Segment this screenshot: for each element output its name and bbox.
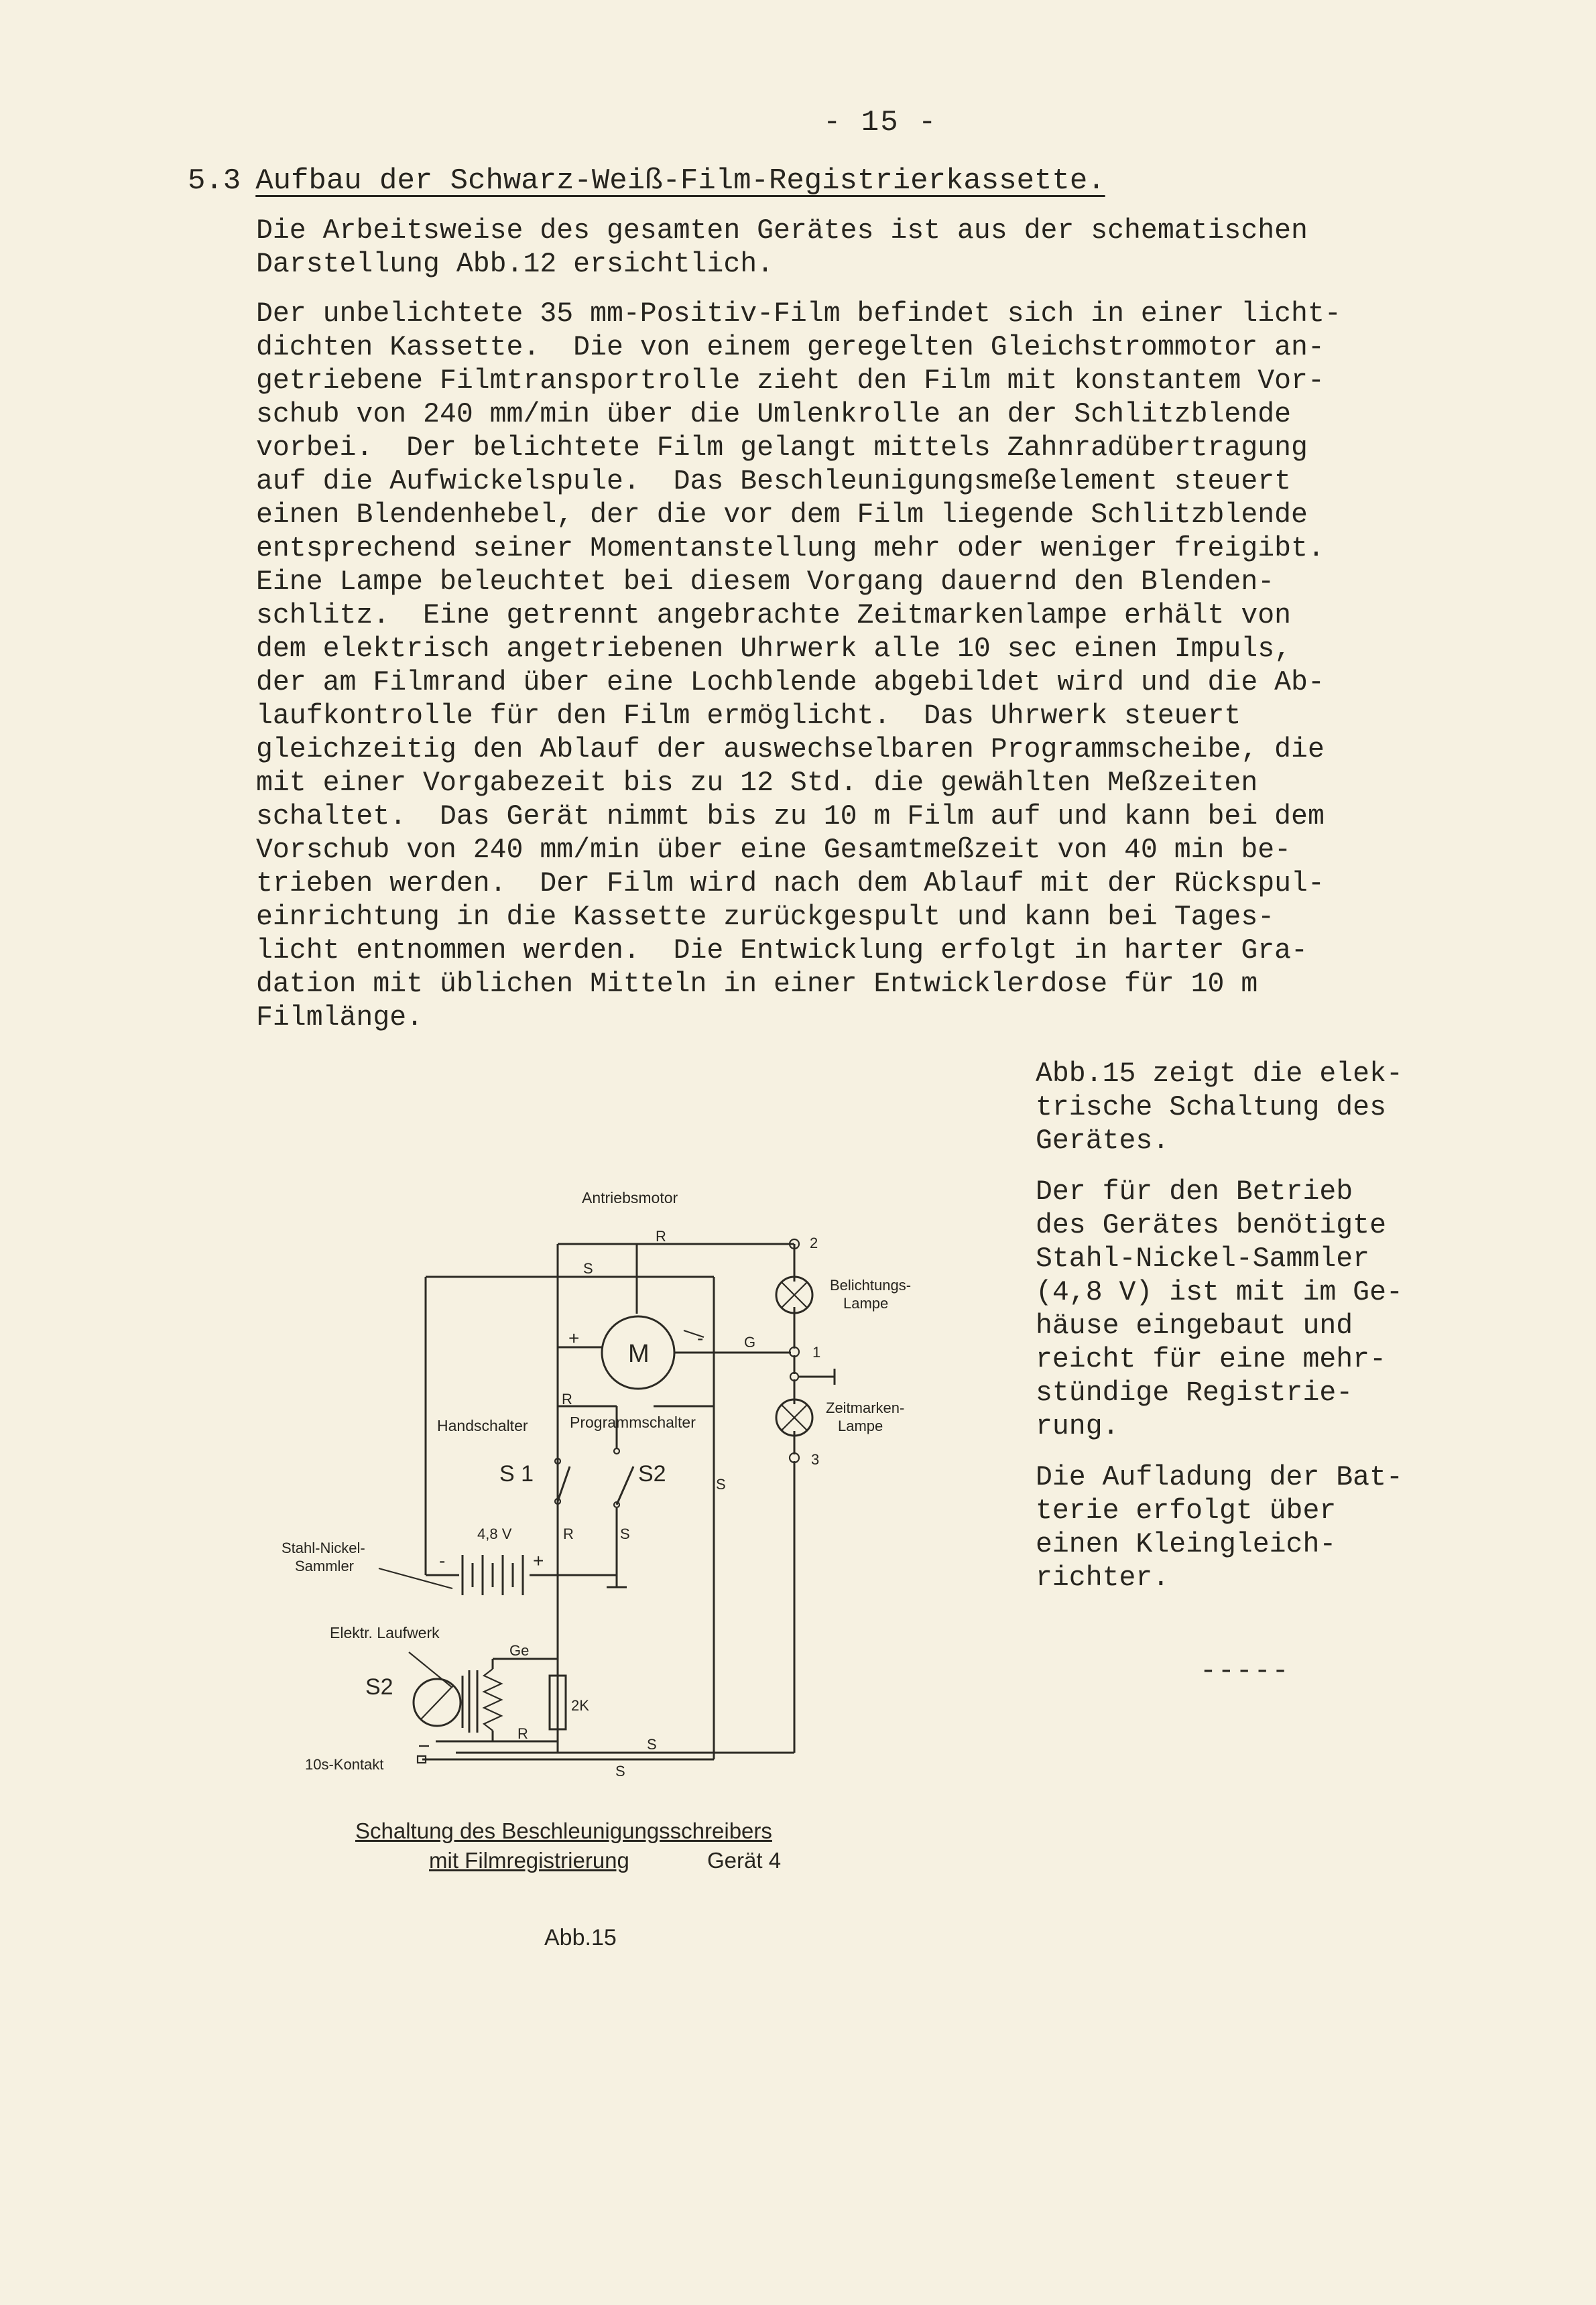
label-lamp2-line1: Zeitmarken-	[826, 1399, 905, 1416]
label-antriebsmotor: Antriebsmotor	[582, 1189, 678, 1206]
caption-device: Gerät 4	[707, 1848, 782, 1873]
label-g: G	[744, 1334, 756, 1351]
text-line: der am Filmrand über eine Lochblende abgebildet wird und die Ab-	[256, 667, 1325, 698]
label-programmschalter: Programmschalter	[570, 1414, 696, 1431]
text-line: Filmlänge.	[256, 1002, 424, 1034]
coil-resistor	[484, 1669, 501, 1731]
label-lamp1-line1: Belichtungs-	[830, 1277, 912, 1294]
label-s-bottom2: S	[615, 1763, 625, 1780]
text-line: stündige Registrie-	[1036, 1377, 1353, 1409]
label-s-top: S	[583, 1260, 593, 1277]
label-terminal-2: 2	[810, 1235, 818, 1251]
label-battery-plus: +	[533, 1550, 544, 1571]
text-line: rung.	[1036, 1411, 1119, 1442]
label-clockwork: Elektr. Laufwerk	[330, 1624, 440, 1641]
side-paragraph-battery	[1036, 1176, 1451, 1444]
label-s-battery: S	[620, 1525, 630, 1542]
clockwork-pointer	[409, 1652, 452, 1688]
text-line: dation mit üblichen Mitteln in einer Entwicklerdose für 10 m	[256, 969, 1258, 1000]
page-number: - 15 -	[823, 106, 938, 139]
label-contact: 10s-Kontakt	[305, 1756, 384, 1773]
label-minus-motor: -	[697, 1328, 704, 1349]
text-line: laufkontrolle für den Film ermöglicht. Das Uhrwerk steuert	[256, 700, 1241, 732]
side-paragraph-figure-ref	[1036, 1058, 1451, 1158]
label-s1: S 1	[499, 1461, 534, 1487]
clock-motor-slash	[421, 1686, 453, 1719]
end-mark: -----	[1200, 1656, 1290, 1687]
text-line: (4,8 V) ist mit im Ge-	[1036, 1277, 1403, 1308]
switch-s1-blade	[558, 1467, 570, 1501]
label-battery-line2: Sammler	[295, 1558, 355, 1574]
text-line: Abb.15 zeigt die elek-	[1036, 1058, 1403, 1090]
terminal-3	[790, 1453, 799, 1462]
terminal-1	[790, 1347, 799, 1357]
caption-line-2: mit Filmregistrierung	[429, 1848, 629, 1873]
text-line: Der unbelichtete 35 mm-Positiv-Film befindet sich in einer licht-	[256, 298, 1341, 330]
text-line: Stahl-Nickel-Sammler	[1036, 1243, 1370, 1275]
label-battery-line1: Stahl-Nickel-	[282, 1540, 365, 1556]
label-s2-clock: S2	[365, 1674, 393, 1700]
switch-s2-blade	[617, 1467, 633, 1505]
text-line: trische Schaltung des	[1036, 1092, 1386, 1123]
text-line: dem elektrisch angetriebenen Uhrwerk alle 10 sec einen Impuls,	[256, 633, 1292, 665]
text-line: getriebene Filmtransportrolle zieht den Film mit konstantem Vor-	[256, 365, 1325, 397]
label-ge: Ge	[509, 1642, 530, 1659]
section-number: 5.3	[188, 164, 241, 198]
side-paragraph-charging	[1036, 1461, 1451, 1595]
text-line: gleichzeitig den Ablauf der auswechselbaren Programmscheibe, die	[256, 734, 1325, 765]
caption-line-1: Schaltung des Beschleunigungsschreibers	[355, 1818, 772, 1843]
label-plus-motor: +	[568, 1328, 580, 1349]
label-s-bottom1: S	[647, 1736, 657, 1753]
label-lamp1-line2: Lampe	[843, 1295, 889, 1312]
label-battery-voltage: 4,8 V	[477, 1525, 512, 1542]
section-title: Aufbau der Schwarz-Weiß-Film-Registrierkassette.	[255, 164, 1105, 198]
label-resistor: 2K	[571, 1697, 589, 1714]
figure-label: Abb.15	[544, 1925, 617, 1950]
paragraph-intro	[256, 214, 1456, 282]
label-r-top: R	[656, 1228, 666, 1245]
text-line: richter.	[1036, 1562, 1170, 1594]
text-line: auf die Aufwickelspule. Das Beschleunigungsmeßelement steuert	[256, 466, 1292, 497]
text-line: terie erfolgt über	[1036, 1495, 1337, 1527]
label-r-mid: R	[562, 1391, 572, 1408]
text-line: einen Kleingleich-	[1036, 1529, 1337, 1560]
text-line: Die Aufladung der Bat-	[1036, 1462, 1403, 1493]
label-handschalter: Handschalter	[437, 1417, 528, 1434]
paragraph-description	[256, 298, 1456, 1035]
text-line: Eine Lampe beleuchtet bei diesem Vorgang dauernd den Blenden-	[256, 566, 1275, 598]
label-terminal-1: 1	[812, 1344, 821, 1361]
text-line: vorbei. Der belichtete Film gelangt mittels Zahnradübertragung	[256, 432, 1308, 464]
label-r-bottom: R	[517, 1725, 528, 1742]
label-s-right: S	[716, 1476, 726, 1493]
text-line: entsprechend seiner Momentanstellung mehr oder weniger freigibt.	[256, 533, 1325, 564]
text-line: schub von 240 mm/min über die Umlenkrolle an der Schlitzblende	[256, 399, 1292, 430]
label-motor-symbol: M	[628, 1340, 650, 1368]
text-line: des Gerätes benötigte	[1036, 1210, 1386, 1241]
label-r-battery: R	[563, 1525, 574, 1542]
text-line: schlitz. Eine getrennt angebrachte Zeitmarkenlampe erhält von	[256, 600, 1292, 631]
text-line: reicht für eine mehr-	[1036, 1344, 1386, 1375]
battery-pointer	[379, 1568, 452, 1588]
switch-s2-contact-top	[614, 1448, 619, 1454]
label-s2-switch: S2	[638, 1461, 666, 1487]
text-line: trieben werden. Der Film wird nach dem Ablauf mit der Rückspul-	[256, 868, 1325, 899]
text-line: Vorschub von 240 mm/min über eine Gesamtmeßzeit von 40 min be-	[256, 834, 1292, 866]
text-line: mit einer Vorgabezeit bis zu 12 Std. die gewählten Meßzeiten	[256, 767, 1258, 799]
text-line: häuse eingebaut und	[1036, 1310, 1353, 1342]
label-lamp2-line2: Lampe	[838, 1418, 883, 1434]
text-line: einen Blendenhebel, der die vor dem Film liegende Schlitzblende	[256, 499, 1308, 531]
text-line: Darstellung Abb.12 ersichtlich.	[256, 249, 774, 280]
label-terminal-3: 3	[811, 1451, 820, 1468]
text-line: einrichtung in die Kassette zurückgespult und kann bei Tages-	[256, 901, 1275, 933]
text-line: schaltet. Das Gerät nimmt bis zu 10 m Film auf und kann bei dem	[256, 801, 1325, 832]
text-line: Gerätes.	[1036, 1125, 1170, 1157]
text-line: Der für den Betrieb	[1036, 1176, 1353, 1208]
text-line: dichten Kassette. Die von einem geregelten Gleichstrommotor an-	[256, 332, 1325, 363]
label-battery-minus: -	[439, 1550, 446, 1571]
section-heading	[188, 164, 1105, 198]
text-line: Die Arbeitsweise des gesamten Gerätes ist aus der schematischen	[256, 215, 1308, 247]
text-line: licht entnommen werden. Die Entwicklung erfolgt in harter Gra-	[256, 935, 1308, 967]
